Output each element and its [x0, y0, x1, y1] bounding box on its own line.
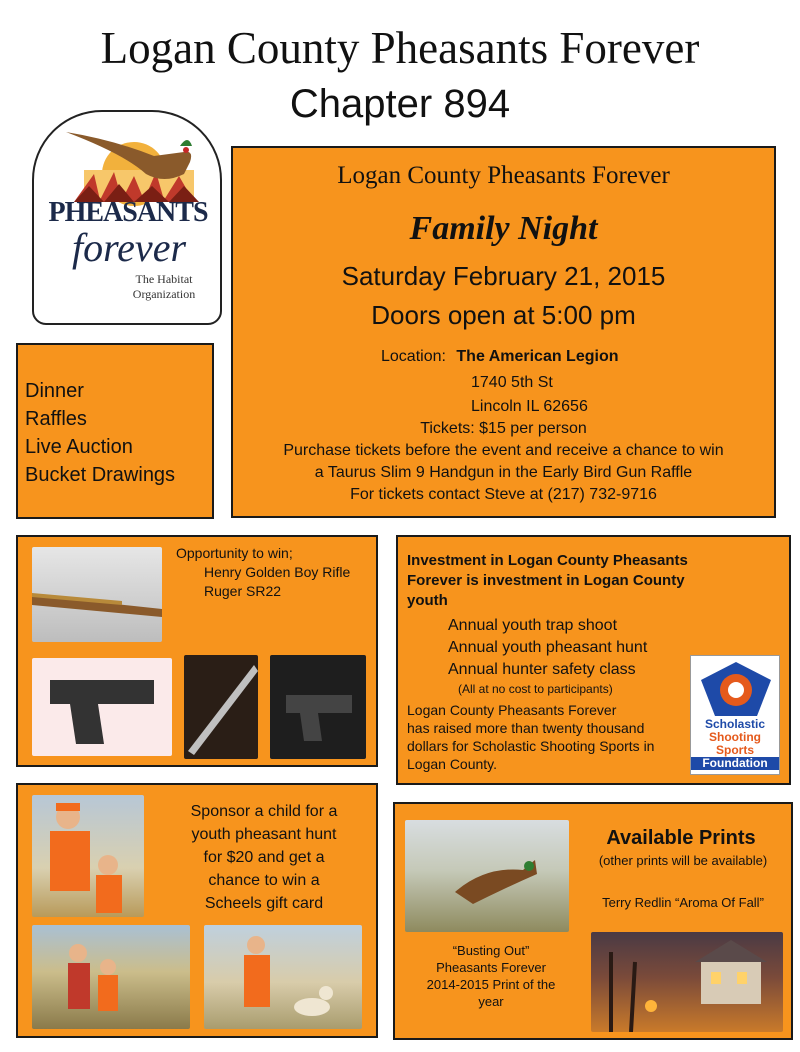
- activity-item: Dinner: [25, 380, 84, 402]
- youth-with-dog-photo: [204, 925, 362, 1029]
- chapter-subtitle: Chapter 894: [289, 82, 511, 126]
- activity-item: Raffles: [25, 408, 87, 430]
- sssf-text-2: Shooting: [709, 730, 761, 744]
- sponsor-box: [16, 783, 378, 1038]
- prize-list: [176, 544, 350, 601]
- youth-with-dog-icon: [204, 925, 362, 1029]
- logo-tagline-2: Organization: [132, 287, 196, 301]
- event-name: Family Night: [409, 210, 598, 247]
- program-item: Annual youth pheasant hunt: [448, 639, 648, 656]
- investment-heading-3: youth: [407, 592, 448, 609]
- event-doors: Doors open at 5:00 pm: [371, 300, 636, 330]
- investment-body-4: Logan County.: [407, 756, 498, 772]
- logo-tagline-1: The Habitat: [135, 272, 193, 286]
- print-2-caption: [403, 942, 579, 1010]
- activity-list: [25, 377, 175, 489]
- program-note: (All at no cost to participants): [458, 682, 613, 696]
- raffle-line-2: a Taurus Slim 9 Handgun in the Early Bird Gun Raffle: [314, 464, 693, 481]
- logo-brand-script: forever: [71, 225, 187, 270]
- print-2-caption-line: year: [478, 994, 504, 1009]
- event-date: Saturday February 21, 2015: [341, 261, 666, 291]
- pheasants-forever-logo: [32, 110, 222, 325]
- investment-body-1: Logan County Pheasants Forever: [407, 702, 617, 718]
- print-2-caption-line: Pheasants Forever: [436, 960, 546, 975]
- ticket-contact: For tickets contact Steve at (217) 732-9716: [350, 486, 657, 503]
- sponsor-line: Scheels gift card: [204, 895, 324, 912]
- pheasant-sunset-icon: [34, 112, 222, 207]
- sponsor-text: [164, 800, 364, 915]
- page-title: Logan County Pheasants Forever: [100, 23, 700, 73]
- prints-box: [393, 802, 793, 1040]
- venue-name: The American Legion: [456, 348, 619, 365]
- hunter-figure-icon: [32, 795, 144, 917]
- rifle-photo: [32, 547, 162, 642]
- youth-hunters-icon: [32, 925, 190, 1029]
- prize-item: Ruger SR22: [204, 583, 282, 599]
- logo-tagline: [114, 272, 214, 302]
- pistol-case-icon: [270, 655, 366, 759]
- rifle-action-icon: [184, 655, 258, 759]
- sponsor-line: chance to win a: [208, 872, 320, 889]
- print-1-caption: Terry Redlin “Aroma Of Fall”: [602, 895, 764, 910]
- address-line-1: 1740 5th St: [471, 374, 553, 391]
- logo-brand-top: PHEASANTS: [48, 197, 208, 228]
- ticket-price: Tickets: $15 per person: [420, 420, 587, 437]
- sponsor-line: for $20 and get a: [203, 849, 325, 866]
- investment-body-2: has raised more than twenty thousand: [407, 720, 645, 736]
- farmhouse-scene-icon: [591, 932, 783, 1032]
- location-label: Location:: [381, 348, 446, 365]
- prize-intro: Opportunity to win;: [176, 545, 293, 561]
- activities-box: [16, 343, 214, 519]
- program-item: Annual hunter safety class: [448, 661, 636, 678]
- handgun-icon: [32, 658, 172, 756]
- event-org: Logan County Pheasants Forever: [337, 162, 670, 189]
- busting-out-print-photo: [405, 820, 569, 932]
- sssf-text: [691, 718, 779, 770]
- rifle-action-photo: [184, 655, 258, 759]
- event-details-box: [231, 146, 776, 518]
- aroma-of-fall-print-photo: [591, 932, 783, 1032]
- sponsor-line: Sponsor a child for a: [190, 803, 338, 820]
- investment-box: [396, 535, 791, 785]
- investment-body: [407, 701, 654, 773]
- prints-heading: Available Prints: [606, 827, 756, 849]
- sssf-text-4: Foundation: [691, 757, 779, 770]
- program-item: Annual youth trap shoot: [448, 617, 618, 634]
- activity-item: Bucket Drawings: [25, 464, 176, 486]
- sponsor-line: youth pheasant hunt: [191, 826, 337, 843]
- youth-hunters-photo: [32, 925, 190, 1029]
- investment-body-3: dollars for Scholastic Shooting Sports in: [407, 738, 655, 754]
- print-2-caption-line: 2014-2015 Print of the: [426, 977, 556, 992]
- investment-heading-1: Investment in Logan County Pheasants: [407, 552, 688, 569]
- pistol-case-photo: [270, 655, 366, 759]
- program-list: [448, 615, 647, 681]
- pheasant-flight-icon: [405, 820, 569, 932]
- raffle-line-1: Purchase tickets before the event and receive a chance to win: [283, 442, 724, 459]
- prizes-box: [16, 535, 378, 767]
- event-location: [381, 348, 619, 366]
- hunter-with-child-photo: [32, 795, 144, 917]
- sssf-text-1: Scholastic: [704, 717, 766, 731]
- investment-heading: [407, 551, 688, 611]
- address-line-2: Lincoln IL 62656: [471, 398, 588, 415]
- handgun-photo: [32, 658, 172, 756]
- sssf-logo: [690, 655, 780, 775]
- sssf-emblem-icon: [691, 658, 781, 720]
- investment-heading-2: Forever is investment in Logan County: [407, 572, 685, 589]
- activity-item: Live Auction: [25, 436, 133, 458]
- print-2-caption-line: “Busting Out”: [452, 943, 530, 958]
- prints-subheading: (other prints will be available): [598, 853, 768, 868]
- rifle-icon: [32, 547, 162, 642]
- sssf-text-3: Sports: [715, 743, 754, 757]
- prize-item: Henry Golden Boy Rifle: [204, 564, 351, 580]
